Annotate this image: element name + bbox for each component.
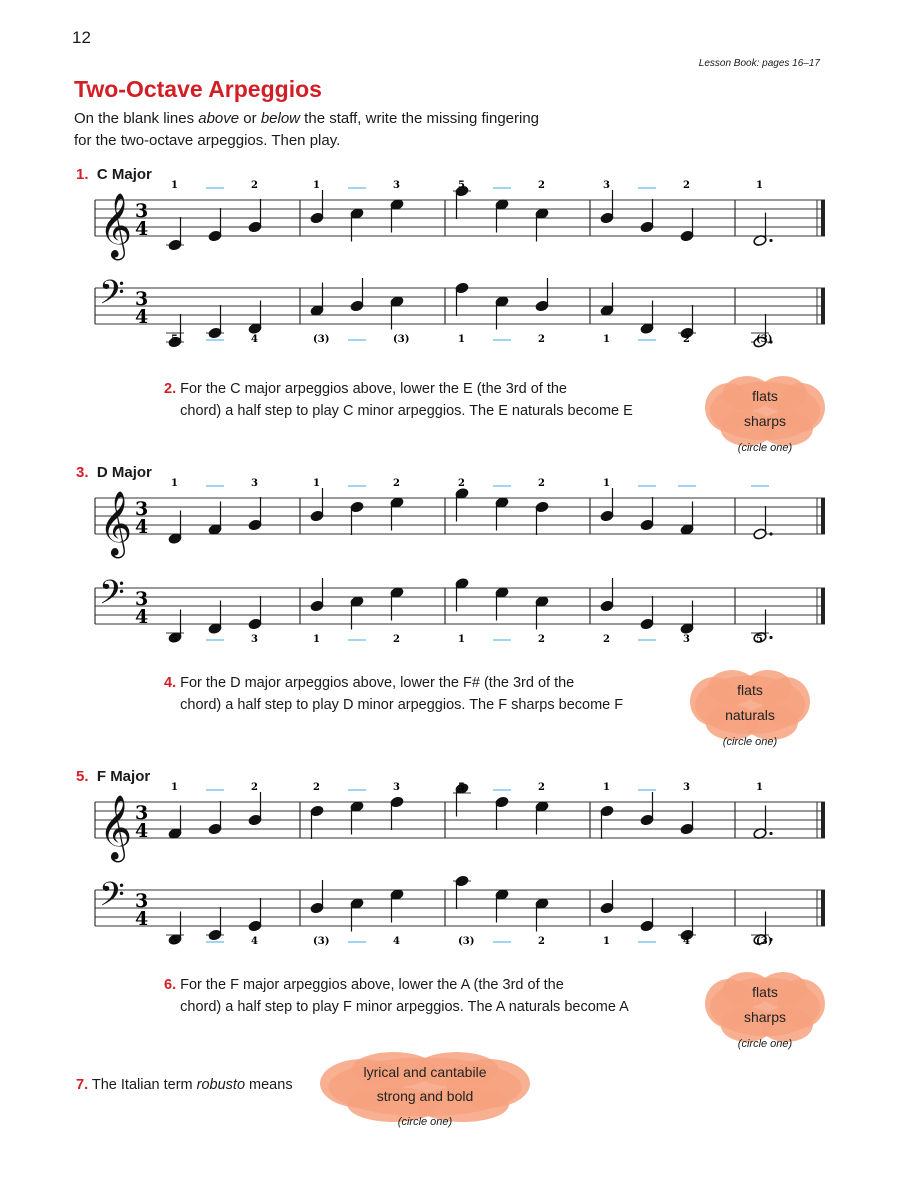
final-barline-thick	[821, 588, 825, 624]
fingering-number: 3	[393, 782, 400, 793]
staff-d-major-bass	[95, 568, 825, 648]
fingering-number: 4	[251, 334, 258, 345]
option-sharps[interactable]: sharps	[743, 1009, 787, 1025]
option-flats[interactable]: flats	[752, 984, 778, 1000]
fingering-number: 1	[458, 334, 465, 345]
bass-clef: 𝄢	[99, 876, 125, 922]
instructions: On the blank lines above or below the staff, write the missing fingering for the two-octave arpeggios. Then play.	[74, 110, 540, 149]
cloud-shape	[690, 670, 810, 740]
fingering-number: (3)	[393, 334, 410, 345]
fingering-number: 5	[458, 180, 465, 191]
fingering-number: 2	[538, 478, 545, 489]
fingering-number: 4	[251, 936, 258, 947]
cloud-shape	[705, 376, 825, 446]
question-4: 4. For the D major arpeggios above, lower the F# (the 3rd of the chord) a half step to play D minor arpeggios. The F sharps become F	[164, 675, 624, 713]
option-sharps[interactable]: sharps	[743, 413, 787, 429]
fingering-number: 1	[313, 180, 320, 191]
fingering-number: 2	[313, 782, 320, 793]
question-6: 6. For the F major arpeggios above, lower the A (the 3rd of the chord) a half step to play F minor arpeggios. The A naturals become A	[164, 977, 629, 1015]
option-lyrical-and-cantabile[interactable]: lyrical and cantabile	[363, 1064, 487, 1080]
time-signature-top: 3	[135, 588, 149, 610]
staff-c-major-treble	[95, 180, 825, 260]
fingering-number: 2	[251, 782, 258, 793]
fingering-number: (3)	[313, 334, 330, 345]
fingering-number: 2	[603, 634, 610, 645]
question-7: 7. The Italian term robusto means	[76, 1077, 293, 1093]
fingering-number: 2	[538, 334, 545, 345]
fingering-number: 5	[171, 334, 178, 345]
fingering-number: 5	[458, 782, 465, 793]
fingering-number: (3)	[458, 936, 475, 947]
time-signature-top: 3	[135, 200, 149, 222]
fingering-number: 2	[393, 634, 400, 645]
final-barline-thick	[821, 890, 825, 926]
fingering-number: (3)	[756, 936, 773, 947]
staff-f-major-treble	[95, 782, 825, 862]
answer-cloud-q2	[705, 376, 825, 460]
answer-cloud-q4	[690, 670, 810, 754]
fingering-number: 1	[313, 478, 320, 489]
fingering-number: 5	[171, 634, 178, 645]
fingering-number: 2	[538, 634, 545, 645]
option-flats[interactable]: flats	[752, 388, 778, 404]
staff-c-major-bass	[95, 268, 825, 348]
answer-cloud-q7	[320, 1052, 530, 1136]
fingering-number: 1	[458, 634, 465, 645]
dot	[769, 636, 772, 639]
page-number: 12	[72, 28, 91, 47]
fingering-number: 2	[538, 936, 545, 947]
cloud-shape	[320, 1052, 530, 1122]
time-signature-top: 3	[135, 802, 149, 824]
lesson-book-reference: Lesson Book: pages 16–17	[698, 58, 820, 69]
staff-d-major-treble	[95, 478, 825, 558]
fingering-number: 3	[393, 180, 400, 191]
fingering-number: 3	[603, 180, 610, 191]
fingering-number: 4	[683, 936, 690, 947]
fingering-number: 1	[756, 782, 763, 793]
time-signature-bottom: 4	[135, 516, 149, 538]
fingering-number: 1	[603, 936, 610, 947]
cloud-shape	[705, 972, 825, 1042]
fingering-number: (3)	[313, 936, 330, 947]
time-signature-top: 3	[135, 890, 149, 912]
fingering-number: 1	[171, 478, 178, 489]
exercise-3-heading: 3. D Major	[76, 464, 152, 481]
option-flats[interactable]: flats	[737, 682, 763, 698]
fingering-number: 3	[683, 782, 690, 793]
time-signature-bottom: 4	[135, 306, 149, 328]
circle-one-hint: (circle one)	[397, 1116, 453, 1128]
question-2: 2. For the C major arpeggios above, lower the E (the 3rd of the chord) a half step to play C minor arpeggios. The E naturals become E	[164, 381, 633, 419]
fingering-number: 2	[458, 478, 465, 489]
fingering-number: 3	[251, 634, 258, 645]
fingering-number: 1	[603, 334, 610, 345]
option-naturals[interactable]: naturals	[725, 707, 775, 723]
time-signature-top: 3	[135, 498, 149, 520]
fingering-number: 1	[313, 634, 320, 645]
treble-clef: 𝄞	[99, 491, 133, 556]
treble-clef: 𝄞	[99, 795, 133, 860]
circle-one-hint: (circle one)	[722, 736, 778, 748]
time-signature-bottom: 4	[135, 908, 149, 930]
fingering-number: 1	[603, 782, 610, 793]
answer-cloud-q6	[705, 972, 825, 1056]
page-title: Two-Octave Arpeggios	[74, 76, 322, 102]
fingering-number: 4	[393, 936, 400, 947]
final-barline-thick	[821, 498, 825, 534]
dot	[769, 239, 772, 242]
dot	[769, 532, 772, 535]
time-signature-bottom: 4	[135, 218, 149, 240]
time-signature-bottom: 4	[135, 820, 149, 842]
fingering-number: 1	[171, 782, 178, 793]
circle-one-hint: (circle one)	[737, 442, 793, 454]
fingering-number: 5	[756, 634, 763, 645]
fingering-number: 1	[756, 180, 763, 191]
bass-clef: 𝄢	[99, 574, 125, 620]
fingering-number: 2	[251, 180, 258, 191]
fingering-number: 3	[683, 634, 690, 645]
time-signature-bottom: 4	[135, 606, 149, 628]
bass-clef: 𝄢	[99, 274, 125, 320]
fingering-number: 2	[683, 334, 690, 345]
fingering-number: 2	[538, 782, 545, 793]
final-barline-thick	[821, 802, 825, 838]
fingering-number: 1	[171, 180, 178, 191]
treble-clef: 𝄞	[99, 193, 133, 258]
staff-f-major-bass	[95, 870, 825, 950]
exercise-5-heading: 5. F Major	[76, 768, 151, 785]
fingering-number: 1	[603, 478, 610, 489]
final-barline-thick	[821, 288, 825, 324]
fingering-number: 2	[683, 180, 690, 191]
fingering-number: 2	[538, 180, 545, 191]
exercise-1-heading: 1. C Major	[76, 166, 152, 183]
fingering-number: (3)	[756, 334, 773, 345]
fingering-number: 5	[171, 936, 178, 947]
option-strong-and-bold[interactable]: strong and bold	[376, 1088, 474, 1104]
dot	[769, 832, 772, 835]
time-signature-top: 3	[135, 288, 149, 310]
fingering-number: 3	[251, 478, 258, 489]
final-barline-thick	[821, 200, 825, 236]
fingering-number: 2	[393, 478, 400, 489]
circle-one-hint: (circle one)	[737, 1038, 793, 1050]
